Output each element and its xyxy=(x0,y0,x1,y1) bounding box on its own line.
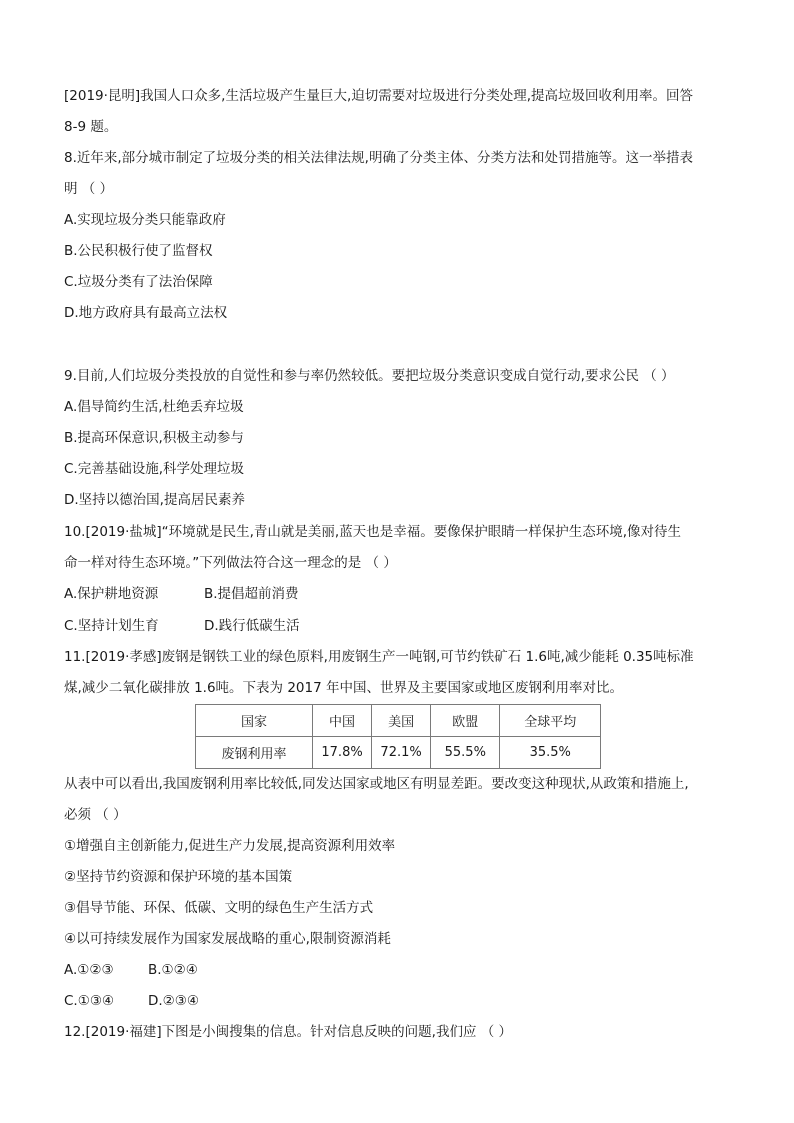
table-row xyxy=(196,737,601,769)
q11-item-2: ②坚持节约资源和保护环境的基本国策 xyxy=(64,869,293,885)
q10-stem-line-2: 命一样对待生态环境。”下列做法符合这一理念的是 （ ） xyxy=(64,555,397,571)
table-header-cell: 国家 xyxy=(196,705,313,737)
q8-stem-line-1: 8.近年来,部分城市制定了垃圾分类的相关法律法规,明确了分类主体、分类方法和处罚措施等。这一举措表 xyxy=(64,150,693,166)
q10-option-d: D.践行低碳生活 xyxy=(204,618,300,634)
table-cell: 35.5% xyxy=(500,737,601,769)
q11-option-c: C.①③④ xyxy=(64,993,115,1009)
table-cell: 72.1% xyxy=(372,737,431,769)
q11-stem-line-1: 11.[2019·孝感]废钢是钢铁工业的绿色原料,用废钢生产一吨钢,可节约铁矿石 1.6吨,减少能耗 0.35吨标准 xyxy=(64,649,694,665)
table-header-row xyxy=(196,705,601,737)
table-cell: 17.8% xyxy=(313,737,372,769)
q11-after-line-2: 必须 （ ） xyxy=(64,807,127,823)
q10-option-b: B.提倡超前消费 xyxy=(204,586,299,602)
q9-option-a: A.倡导简约生活,杜绝丢弃垃圾 xyxy=(64,399,244,415)
q11-stem-line-2: 煤,减少二氧化碳排放 1.6吨。下表为 2017 年中国、世界及主要国家或地区废钢利用率对比。 xyxy=(64,680,623,696)
table-header-cell: 美国 xyxy=(372,705,431,737)
q10-option-a: A.保护耕地资源 xyxy=(64,586,159,602)
q11-after-line-1: 从表中可以看出,我国废钢利用率比较低,同发达国家或地区有明显差距。要改变这种现状,从政策和措施上, xyxy=(64,776,689,792)
q11-item-4: ④以可持续发展作为国家发展战略的重心,限制资源消耗 xyxy=(64,931,391,947)
table-header-cell: 全球平均 xyxy=(500,705,601,737)
q11-option-a: A.①②③ xyxy=(64,962,114,978)
table-cell: 废钢利用率 xyxy=(196,737,313,769)
q11-item-3: ③倡导节能、环保、低碳、文明的绿色生产生活方式 xyxy=(64,900,374,916)
table-header-cell: 中国 xyxy=(313,705,372,737)
q10-stem-line-1: 10.[2019·盐城]“环境就是民生,青山就是美丽,蓝天也是幸福。要像保护眼睛一样保护生态环境,像对待生 xyxy=(64,524,682,540)
table-cell: 55.5% xyxy=(431,737,500,769)
q12-stem: 12.[2019·福建]下图是小闽搜集的信息。针对信息反映的问题,我们应 （ ） xyxy=(64,1024,513,1040)
q8-option-a: A.实现垃圾分类只能靠政府 xyxy=(64,212,226,228)
q9-option-d: D.坚持以德治国,提高居民素养 xyxy=(64,492,245,508)
intro-line-2: 8-9 题。 xyxy=(64,119,118,135)
q8-option-b: B.公民积极行使了监督权 xyxy=(64,243,213,259)
table-header-cell: 欧盟 xyxy=(431,705,500,737)
q11-option-d: D.②③④ xyxy=(148,993,199,1009)
q9-stem: 9.目前,人们垃圾分类投放的自觉性和参与率仍然较低。要把垃圾分类意识变成自觉行动,要求公民 （ ） xyxy=(64,368,675,384)
q9-option-b: B.提高环保意识,积极主动参与 xyxy=(64,430,244,446)
q9-option-c: C.完善基础设施,科学处理垃圾 xyxy=(64,461,245,477)
q10-option-c: C.坚持计划生育 xyxy=(64,618,159,634)
q8-option-c: C.垃圾分类有了法治保障 xyxy=(64,274,213,290)
q11-option-b: B.①②④ xyxy=(148,962,198,978)
q8-option-d: D.地方政府具有最高立法权 xyxy=(64,305,228,321)
steel-scrap-table xyxy=(195,704,601,769)
q11-item-1: ①增强自主创新能力,促进生产力发展,提高资源利用效率 xyxy=(64,838,396,854)
q8-stem-line-2: 明 （ ） xyxy=(64,181,114,197)
intro-line-1: [2019·昆明]我国人口众多,生活垃圾产生量巨大,迫切需要对垃圾进行分类处理,提高垃圾回收利用率。回答 xyxy=(64,88,694,104)
